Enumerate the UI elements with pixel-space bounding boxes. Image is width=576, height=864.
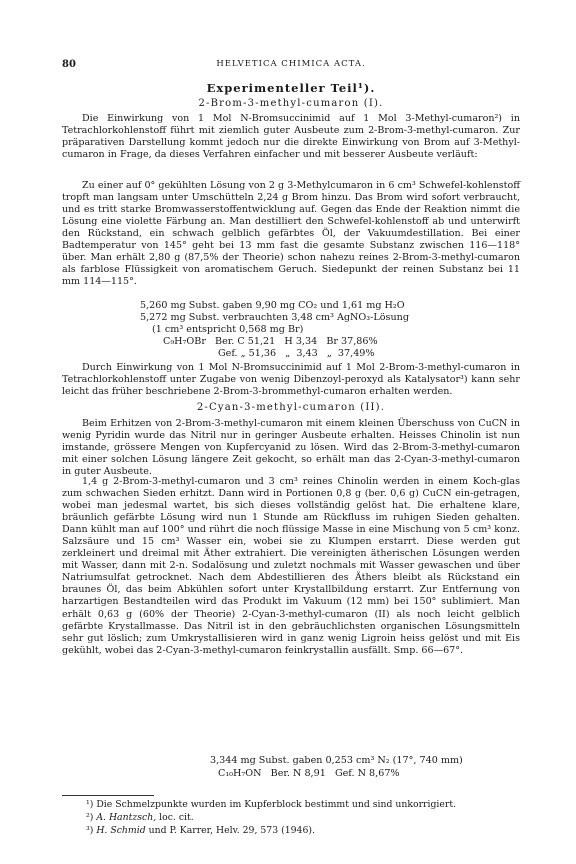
page-number: 80 bbox=[62, 59, 76, 70]
compound-1-intro: Die Einwirkung von 1 Mol N-Bromsuccinimid auf 1 Mol 3-Methyl-cumaron²) in Tetrachlorkohlenstoff führt mit ziemlich guter Ausbeute zum 2-Brom-3-methyl-cumaron. Zur präparativen Darstellung kommt jedoch nur die direkte Einwirkung von Brom auf 3-Methyl-cumaron in Frage, da dieses Verfahren einfacher und mit besserer Ausbeute verläuft: bbox=[62, 113, 520, 161]
footnote-3-mark: ³) bbox=[86, 825, 94, 836]
footnote-1-text: Die Schmelzpunkte wurden im Kupferblock bestimmt und sind unkorrigiert. bbox=[96, 799, 457, 810]
compound-1-procedure: Zu einer auf 0° gekühlten Lösung von 2 g 3-Methylcumaron in 6 cm³ Schwefel-kohlenstoff tropft man langsam unter Umschütteln 2,24 g Brom hinzu. Das Brom wird sofort verbraucht, und es tritt starke Bromwasserstoffentwicklung auf. Gegen das Ende der Reaktion nimmt die Lösung eine violette Färbung an. Man destilliert den Schwefel-kohlenstoff ab und unterwirft den Rückstand, ein schwach gelblich gefärbtes Öl, der Vakuumdestillation. Bei einer Badtemperatur von 145° geht bei 13 mm fast die gesamte Substanz zwischen 116—118° über. Man erhält 2,80 g (87,5% der Theorie) schon nahezu reines 2-Brom-3-methyl-cumaron als farblose Flüssigkeit von aromatischem Geruch. Siedepunkt der reinen Substanz bei 11 mm 114—115°. bbox=[62, 180, 520, 288]
analysis-calc: C₉H₇OBr Ber. C 51,21 H 3,34 Br 37,86% bbox=[163, 336, 378, 347]
analysis-line-2: 5,272 mg Subst. verbrauchten 3,48 cm³ AgNO₃-Lösung bbox=[140, 312, 409, 323]
footnote-1-mark: ¹) bbox=[86, 799, 94, 810]
footnote-2-mark: ²) bbox=[86, 812, 94, 823]
footnote-3-author: H. Schmid bbox=[96, 825, 146, 836]
compound-1-title: 2-Brom-3-methyl-cumaron (I). bbox=[198, 98, 384, 109]
analysis-2-calc: C₁₀H₇ON Ber. N 8,91 Gef. N 8,67% bbox=[218, 768, 400, 779]
section-title: Experimenteller Teil¹). bbox=[206, 81, 376, 95]
footnote-2 bbox=[86, 812, 194, 823]
journal-title: HELVETICA CHIMICA ACTA. bbox=[216, 59, 366, 69]
footnote-3 bbox=[86, 825, 315, 836]
compound-1-note: Durch Einwirkung von 1 Mol N-Bromsuccinimid auf 1 Mol 2-Brom-3-methyl-cumaron in Tetrachlorkohlenstoff unter Zugabe von wenig Dibenzoyl-peroxyd als Katalysator³) kann sehr leicht das früher beschriebene 2-Brom-3-brommethyl-cumaron erhalten werden. bbox=[62, 362, 520, 398]
compound-2-procedure: 1,4 g 2-Brom-3-methyl-cumaron und 3 cm³ reines Chinolin werden in einem Koch-glas zum schwachen Sieden erhitzt. Dann wird in Portionen 0,8 g (ber. 0,6 g) CuCN ein-getragen, wobei man jedesmal wartet, bis sich dieses vollständig gelöst hat. Die erhaltene klare, bräunlich gefärbte Lösung wird nun 1 Stunde am Rückfluss im ruhigen Sieden gehalten. Dann kühlt man auf 100° und rührt die noch flüssige Masse in eine Mischung von 5 cm³ konz. Salzsäure und 15 cm³ Wasser ein, wobei sie zu Klumpen erstarrt. Diese werden gut zerkleinert und dreimal mit Äther extrahiert. Die vereinigten ätherischen Lösungen werden mit Wasser, dann mit 2-n. Sodalösung und zuletzt nochmals mit Wasser gewaschen und über Natriumsulfat getrocknet. Nach dem Abdestillieren des Äthers bleibt als Rückstand ein braunes Öl, das beim Abkühlen sofort unter Krystallbildung erstarrt. Zur Entfernung von harzartigen Bestandteilen wird das Produkt im Vakuum (12 mm) bei 150° sublimiert. Man erhält 0,63 g (60% der Theorie) 2-Cyan-3-methyl-cumaron (II) als noch leicht gelblich gefärbte Krystallmasse. Das Nitril ist in den gebräuchlichsten organischen Lösungsmitteln sehr gut löslich; zum Umkrystallisieren wird in ganz wenig Ligroin heiss gelöst und mit Eis gekühlt, wobei das 2-Cyan-3-methyl-cumaron feinkrystallin ausfällt. Smp. 66—67°. bbox=[62, 476, 520, 656]
footnote-1 bbox=[86, 799, 456, 810]
footnote-divider bbox=[62, 795, 154, 796]
page-header bbox=[62, 59, 520, 73]
compound-2-title: 2-Cyan-3-methyl-cumaron (II). bbox=[196, 402, 386, 413]
footnote-2-text: loc. cit. bbox=[159, 812, 194, 823]
compound-2-intro: Beim Erhitzen von 2-Brom-3-methyl-cumaron mit einem kleinen Überschuss von CuCN in wenig Pyridin wurde das Nitril nur in geringer Ausbeute erhalten. Heisses Chinolin ist nun imstande, grössere Mengen von Kupfercyanid zu lösen. Wird das 2-Brom-3-methyl-cumaron mit einer solchen Lösung längere Zeit gekocht, so erhält man das 2-Cyan-3-methyl-cumaron in guter Ausbeute. bbox=[62, 418, 520, 478]
footnote-3-text: und P. Karrer, Helv. 29, 573 (1946). bbox=[148, 825, 315, 836]
analysis-line-3: (1 cm³ entspricht 0,568 mg Br) bbox=[152, 324, 304, 335]
analysis-line-1: 5,260 mg Subst. gaben 9,90 mg CO₂ und 1,61 mg H₂O bbox=[140, 300, 405, 311]
analysis-found: Gef. „ 51,36 „ 3,43 „ 37,49% bbox=[218, 348, 375, 359]
footnote-2-author: A. Hantzsch, bbox=[96, 812, 157, 823]
analysis-2-line-1: 3,344 mg Subst. gaben 0,253 cm³ N₂ (17°, 740 mm) bbox=[210, 755, 463, 766]
